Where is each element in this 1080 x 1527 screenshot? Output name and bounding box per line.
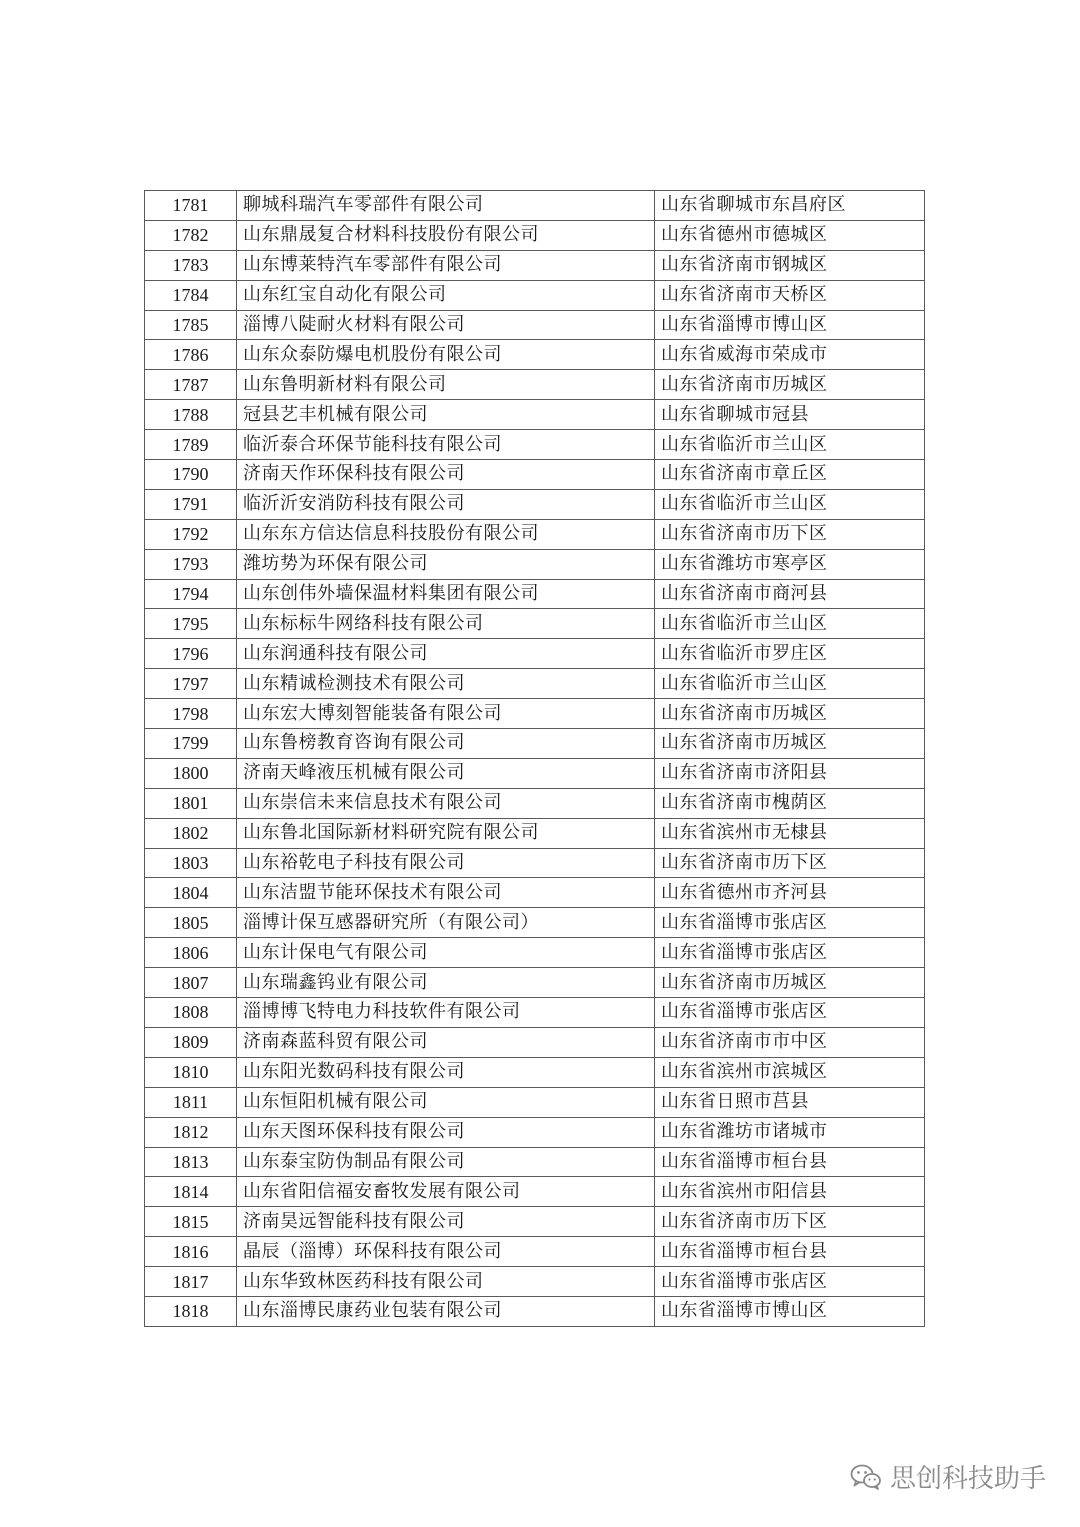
row-number: 1787 <box>145 370 237 400</box>
company-name: 山东恒阳机械有限公司 <box>237 1087 655 1117</box>
row-number: 1795 <box>145 609 237 639</box>
row-number: 1789 <box>145 430 237 460</box>
row-number: 1788 <box>145 400 237 430</box>
row-number: 1809 <box>145 1027 237 1057</box>
company-table <box>144 190 925 1327</box>
row-number: 1811 <box>145 1087 237 1117</box>
table-row <box>145 878 925 908</box>
table-row <box>145 908 925 938</box>
company-name: 山东鼎晟复合材料科技股份有限公司 <box>237 220 655 250</box>
company-name: 淄博博飞特电力科技软件有限公司 <box>237 998 655 1028</box>
table-row <box>145 549 925 579</box>
company-location: 山东省滨州市无棣县 <box>655 818 925 848</box>
company-location: 山东省聊城市冠县 <box>655 400 925 430</box>
row-number: 1798 <box>145 699 237 729</box>
company-table-body <box>145 191 925 1327</box>
row-number: 1802 <box>145 818 237 848</box>
table-row <box>145 729 925 759</box>
company-name: 山东省阳信福安畜牧发展有限公司 <box>237 1177 655 1207</box>
table-row <box>145 370 925 400</box>
company-name: 济南昊远智能科技有限公司 <box>237 1207 655 1237</box>
company-location: 山东省淄博市博山区 <box>655 310 925 340</box>
company-name: 山东洁盟节能环保技术有限公司 <box>237 878 655 908</box>
company-location: 山东省济南市历城区 <box>655 968 925 998</box>
company-location: 山东省济南市历下区 <box>655 1207 925 1237</box>
table-row <box>145 250 925 280</box>
company-location: 山东省临沂市兰山区 <box>655 430 925 460</box>
table-row <box>145 1087 925 1117</box>
table-row <box>145 998 925 1028</box>
company-name: 晶辰（淄博）环保科技有限公司 <box>237 1237 655 1267</box>
row-number: 1818 <box>145 1296 237 1326</box>
watermark <box>850 1458 1046 1495</box>
company-location: 山东省济南市市中区 <box>655 1027 925 1057</box>
company-location: 山东省济南市钢城区 <box>655 250 925 280</box>
company-name: 山东鲁明新材料有限公司 <box>237 370 655 400</box>
row-number: 1793 <box>145 549 237 579</box>
company-name: 山东阳光数码科技有限公司 <box>237 1057 655 1087</box>
company-name: 山东鲁北国际新材料研究院有限公司 <box>237 818 655 848</box>
company-location: 山东省德州市齐河县 <box>655 878 925 908</box>
company-name: 山东东方信达信息科技股份有限公司 <box>237 519 655 549</box>
table-row <box>145 1267 925 1297</box>
row-number: 1782 <box>145 220 237 250</box>
row-number: 1805 <box>145 908 237 938</box>
company-name: 山东裕乾电子科技有限公司 <box>237 848 655 878</box>
company-location: 山东省济南市商河县 <box>655 579 925 609</box>
company-name: 山东红宝自动化有限公司 <box>237 280 655 310</box>
company-location: 山东省济南市历下区 <box>655 519 925 549</box>
table-row <box>145 280 925 310</box>
table-row <box>145 310 925 340</box>
table-row <box>145 848 925 878</box>
table-row <box>145 1237 925 1267</box>
table-row <box>145 938 925 968</box>
company-location: 山东省德州市德城区 <box>655 220 925 250</box>
row-number: 1783 <box>145 250 237 280</box>
company-location: 山东省临沂市兰山区 <box>655 489 925 519</box>
company-name: 山东华致林医药科技有限公司 <box>237 1267 655 1297</box>
company-location: 山东省淄博市张店区 <box>655 1267 925 1297</box>
table-row <box>145 579 925 609</box>
table-row <box>145 639 925 669</box>
table-row <box>145 699 925 729</box>
company-name: 山东标标牛网络科技有限公司 <box>237 609 655 639</box>
table-row <box>145 788 925 818</box>
table-row <box>145 519 925 549</box>
company-location: 山东省济南市天桥区 <box>655 280 925 310</box>
row-number: 1804 <box>145 878 237 908</box>
table-row <box>145 1177 925 1207</box>
table-row <box>145 1147 925 1177</box>
table-row <box>145 1296 925 1326</box>
wechat-icon <box>850 1463 882 1491</box>
row-number: 1810 <box>145 1057 237 1087</box>
row-number: 1812 <box>145 1117 237 1147</box>
row-number: 1815 <box>145 1207 237 1237</box>
company-name: 山东鲁榜教育咨询有限公司 <box>237 729 655 759</box>
row-number: 1800 <box>145 758 237 788</box>
watermark-text: 思创科技助手 <box>889 1464 1046 1494</box>
company-location: 山东省淄博市张店区 <box>655 998 925 1028</box>
company-location: 山东省淄博市张店区 <box>655 938 925 968</box>
company-name: 山东瑞鑫钨业有限公司 <box>237 968 655 998</box>
company-location: 山东省济南市槐荫区 <box>655 788 925 818</box>
table-row <box>145 609 925 639</box>
row-number: 1784 <box>145 280 237 310</box>
company-location: 山东省济南市历下区 <box>655 848 925 878</box>
company-name: 淄博计保互感器研究所（有限公司） <box>237 908 655 938</box>
company-location: 山东省临沂市兰山区 <box>655 669 925 699</box>
row-number: 1807 <box>145 968 237 998</box>
row-number: 1796 <box>145 639 237 669</box>
company-name: 临沂泰合环保节能科技有限公司 <box>237 430 655 460</box>
company-name: 山东创伟外墙保温材料集团有限公司 <box>237 579 655 609</box>
row-number: 1799 <box>145 729 237 759</box>
table-row <box>145 400 925 430</box>
table-row <box>145 1057 925 1087</box>
company-name: 济南天峰液压机械有限公司 <box>237 758 655 788</box>
table-row <box>145 340 925 370</box>
company-name: 山东泰宝防伪制品有限公司 <box>237 1147 655 1177</box>
table-row <box>145 818 925 848</box>
table-row <box>145 968 925 998</box>
company-name: 山东崇信未来信息技术有限公司 <box>237 788 655 818</box>
company-location: 山东省济南市济阳县 <box>655 758 925 788</box>
company-location: 山东省临沂市兰山区 <box>655 609 925 639</box>
company-name: 临沂沂安消防科技有限公司 <box>237 489 655 519</box>
company-location: 山东省济南市历城区 <box>655 699 925 729</box>
company-location: 山东省淄博市博山区 <box>655 1296 925 1326</box>
company-location: 山东省济南市历城区 <box>655 729 925 759</box>
company-name: 淄博八陡耐火材料有限公司 <box>237 310 655 340</box>
company-name: 潍坊势为环保有限公司 <box>237 549 655 579</box>
company-name: 山东精诚检测技术有限公司 <box>237 669 655 699</box>
table-row <box>145 1207 925 1237</box>
company-name: 山东博莱特汽车零部件有限公司 <box>237 250 655 280</box>
company-location: 山东省滨州市滨城区 <box>655 1057 925 1087</box>
row-number: 1813 <box>145 1147 237 1177</box>
row-number: 1803 <box>145 848 237 878</box>
row-number: 1816 <box>145 1237 237 1267</box>
table-row <box>145 460 925 490</box>
row-number: 1786 <box>145 340 237 370</box>
company-location: 山东省临沂市罗庄区 <box>655 639 925 669</box>
company-location: 山东省淄博市张店区 <box>655 908 925 938</box>
table-row <box>145 489 925 519</box>
row-number: 1791 <box>145 489 237 519</box>
table-row <box>145 430 925 460</box>
row-number: 1806 <box>145 938 237 968</box>
table-row <box>145 1027 925 1057</box>
company-location: 山东省日照市莒县 <box>655 1087 925 1117</box>
company-name: 聊城科瑞汽车零部件有限公司 <box>237 191 655 221</box>
table-row <box>145 758 925 788</box>
company-location: 山东省济南市历城区 <box>655 370 925 400</box>
company-name: 山东润通科技有限公司 <box>237 639 655 669</box>
company-location: 山东省济南市章丘区 <box>655 460 925 490</box>
company-name: 山东计保电气有限公司 <box>237 938 655 968</box>
company-name: 山东宏大博刻智能装备有限公司 <box>237 699 655 729</box>
row-number: 1781 <box>145 191 237 221</box>
row-number: 1785 <box>145 310 237 340</box>
row-number: 1792 <box>145 519 237 549</box>
company-location: 山东省威海市荣成市 <box>655 340 925 370</box>
company-name: 济南天作环保科技有限公司 <box>237 460 655 490</box>
row-number: 1797 <box>145 669 237 699</box>
table-row <box>145 1117 925 1147</box>
company-location: 山东省潍坊市寒亭区 <box>655 549 925 579</box>
company-location: 山东省淄博市桓台县 <box>655 1147 925 1177</box>
row-number: 1814 <box>145 1177 237 1207</box>
row-number: 1808 <box>145 998 237 1028</box>
row-number: 1801 <box>145 788 237 818</box>
company-location: 山东省滨州市阳信县 <box>655 1177 925 1207</box>
company-location: 山东省潍坊市诸城市 <box>655 1117 925 1147</box>
company-name: 山东众泰防爆电机股份有限公司 <box>237 340 655 370</box>
company-location: 山东省聊城市东昌府区 <box>655 191 925 221</box>
table-row <box>145 220 925 250</box>
company-location: 山东省淄博市桓台县 <box>655 1237 925 1267</box>
company-name: 山东淄博民康药业包装有限公司 <box>237 1296 655 1326</box>
company-name: 济南森蓝科贸有限公司 <box>237 1027 655 1057</box>
company-name: 山东天图环保科技有限公司 <box>237 1117 655 1147</box>
table-row <box>145 669 925 699</box>
row-number: 1794 <box>145 579 237 609</box>
row-number: 1790 <box>145 460 237 490</box>
table-row <box>145 191 925 221</box>
company-name: 冠县艺丰机械有限公司 <box>237 400 655 430</box>
row-number: 1817 <box>145 1267 237 1297</box>
